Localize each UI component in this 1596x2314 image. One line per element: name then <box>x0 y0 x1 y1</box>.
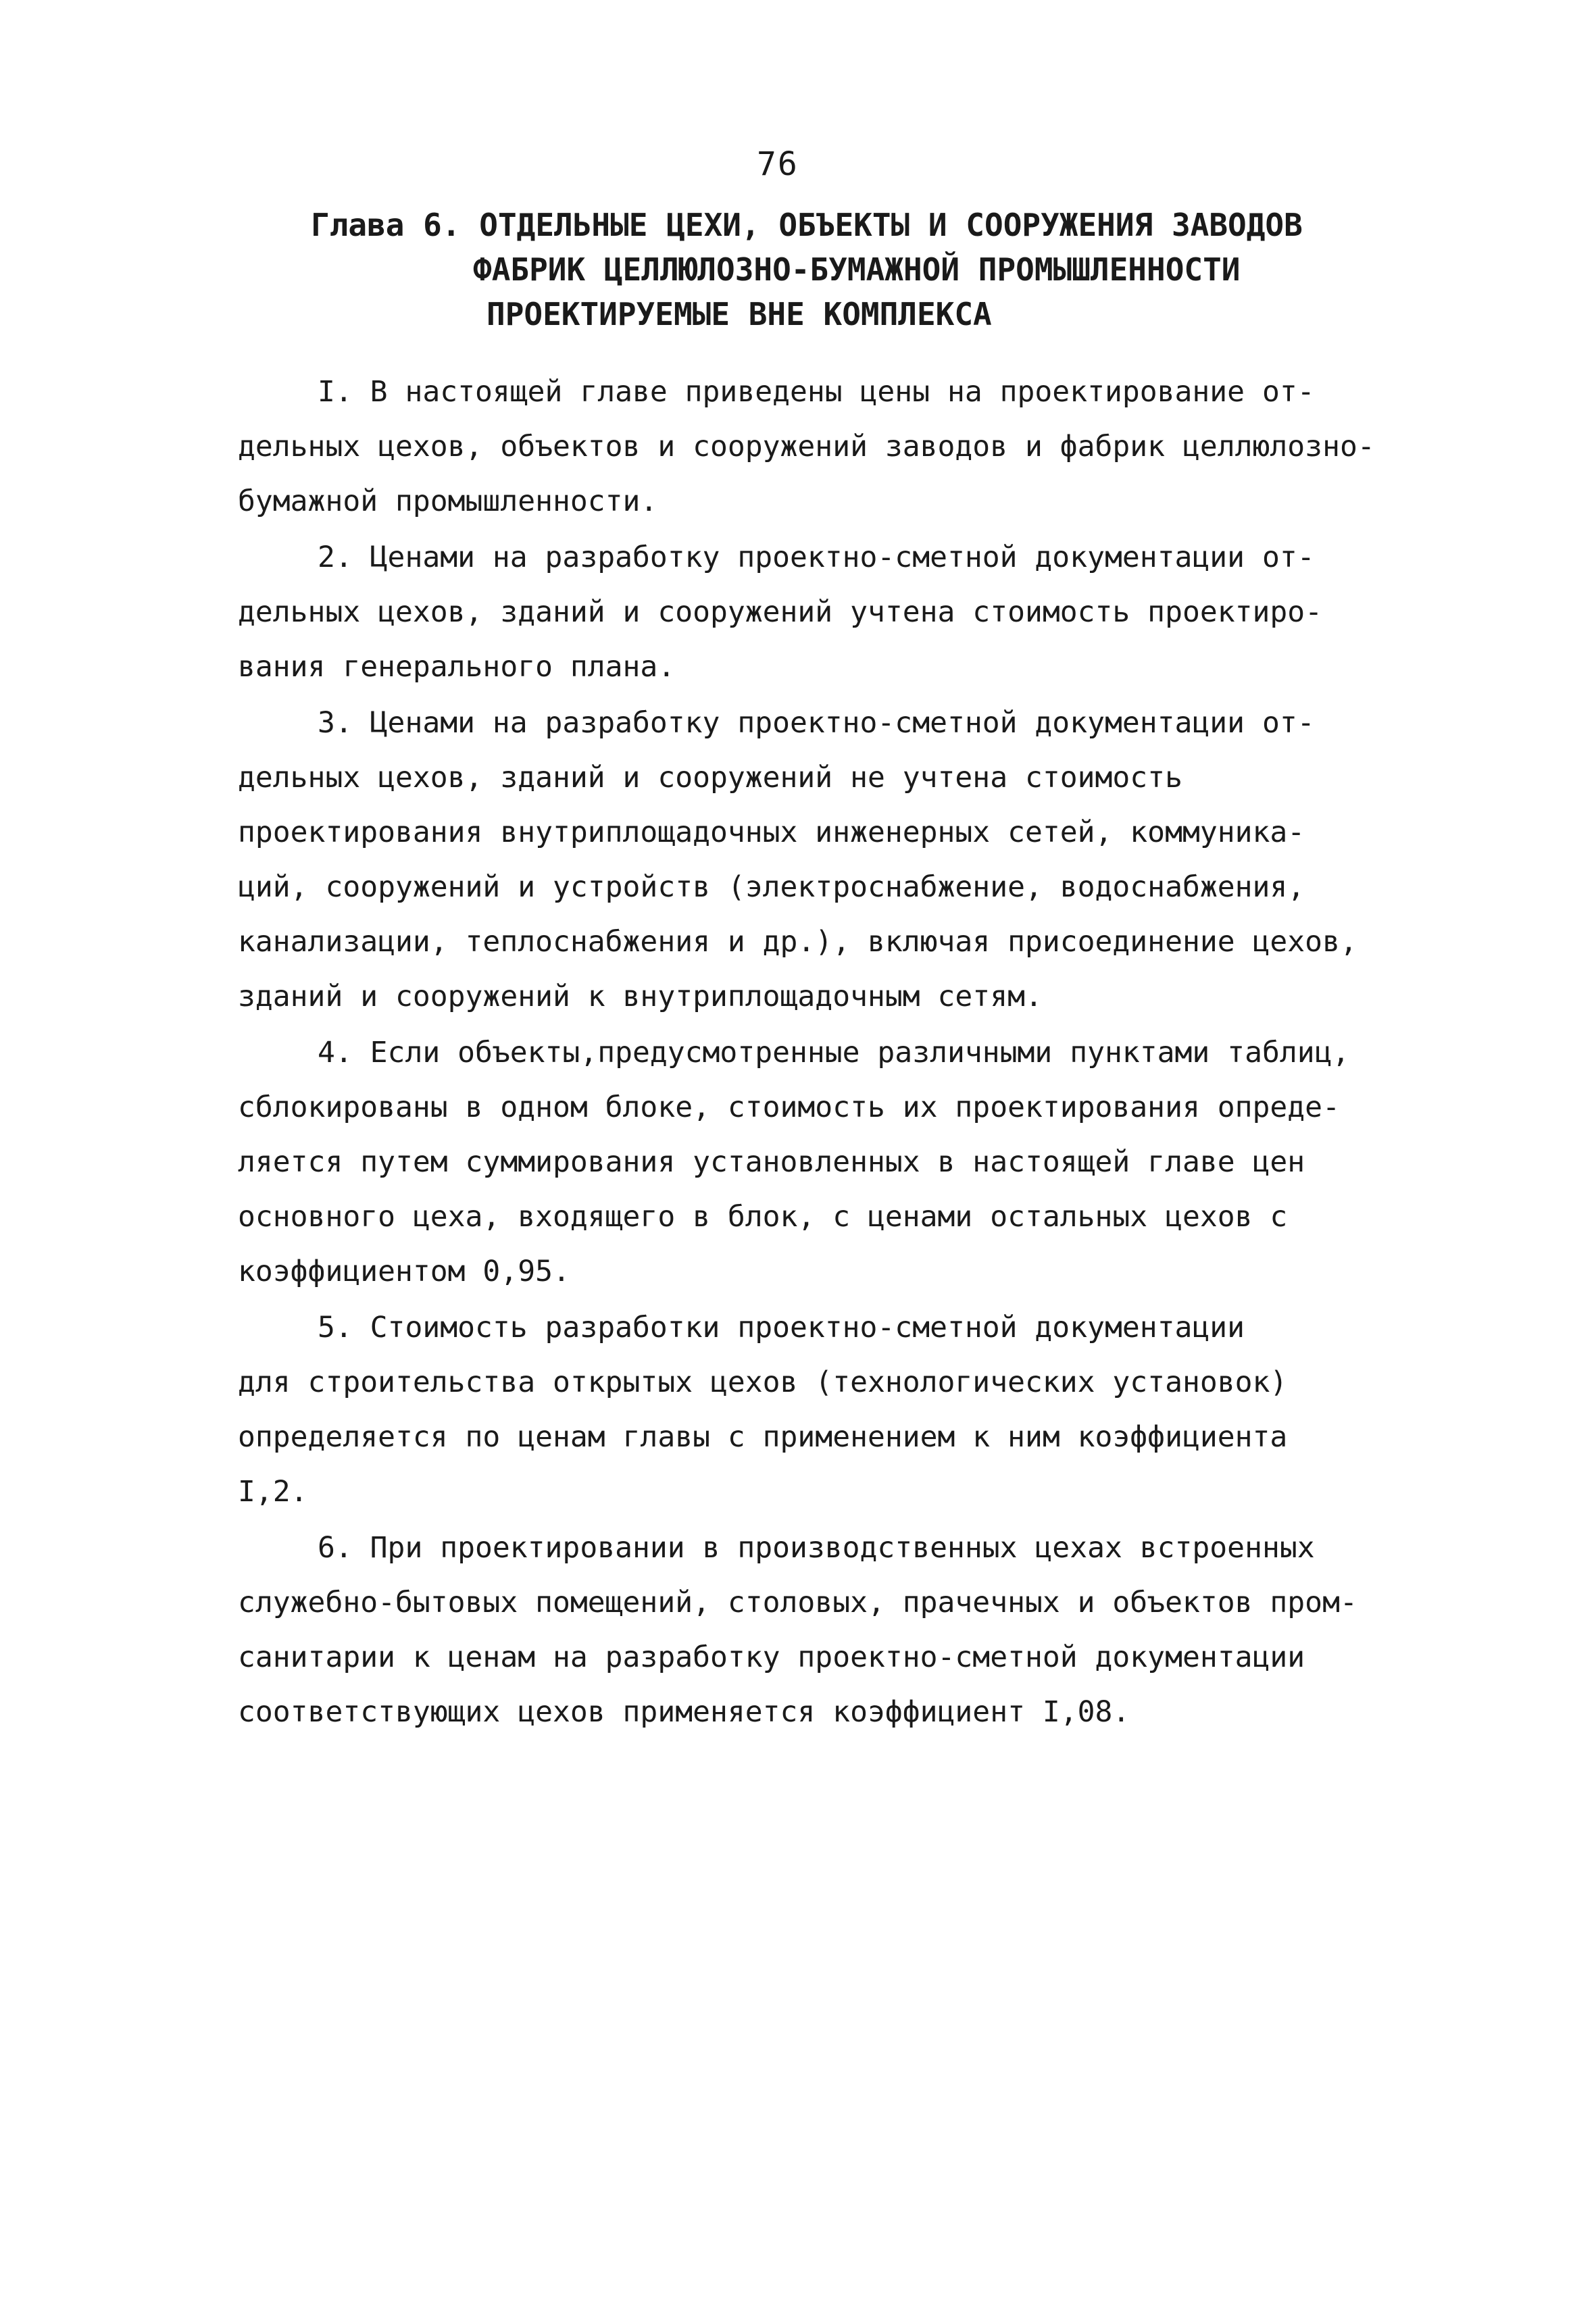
paragraph-line: I. В настоящей главе приведены цены на проектирование от- <box>318 375 1315 409</box>
chapter-heading-line-3: ПРОЕКТИРУЕМЫЕ ВНЕ КОМПЛЕКСА <box>487 296 992 332</box>
chapter-heading <box>311 203 1324 336</box>
paragraph-2 <box>238 530 1360 695</box>
paragraph-1 <box>238 365 1375 529</box>
paragraph-line: ляется путем суммирования установленных в настоящей главе цен <box>238 1145 1305 1179</box>
paragraph-line: 6. При проектировании в производственных цехах встроенных <box>318 1531 1315 1565</box>
paragraph-line: 4. Если объекты,предусмотренные различными пунктами таблиц, <box>318 1036 1350 1070</box>
paragraph-line: соответствующих цехов применяется коэффициент I,08. <box>238 1695 1130 1729</box>
paragraph-line: 5. Стоимость разработки проектно-сметной документации <box>318 1311 1245 1344</box>
paragraph-line: дельных цехов, объектов и сооружений заводов и фабрик целлюлозно- <box>238 430 1375 463</box>
paragraph-line: зданий и сооружений к внутриплощадочным сетям. <box>238 980 1043 1013</box>
paragraph-line: санитарии к ценам на разработку проектно-сметной документации <box>238 1640 1305 1674</box>
paragraph-line: определяется по ценам главы с применением к ним коэффициента <box>238 1420 1288 1454</box>
paragraph-line: дельных цехов, зданий и сооружений не учтена стоимость <box>238 761 1182 795</box>
paragraph-line: основного цеха, входящего в блок, с ценами остальных цехов с <box>238 1200 1288 1234</box>
paragraph-line: бумажной промышленности. <box>238 484 658 518</box>
paragraph-line: I,2. <box>238 1475 308 1509</box>
paragraph-line: проектирования внутриплощадочных инженерных сетей, коммуника- <box>238 815 1305 849</box>
paragraph-line: коэффициентом 0,95. <box>238 1255 570 1288</box>
paragraph-line: дельных цехов, зданий и сооружений учтена стоимость проектиро- <box>238 595 1323 629</box>
body-text <box>238 365 1375 1741</box>
paragraph-line: для строительства открытых цехов (технологических установок) <box>238 1365 1288 1399</box>
chapter-heading-line-1: Глава 6. ОТДЕЛЬНЫЕ ЦЕХИ, ОБЪЕКТЫ И СООРУЖЕНИЯ ЗАВОДОВ <box>311 207 1303 243</box>
paragraph-6 <box>238 1521 1360 1740</box>
page-number: 76 <box>757 145 799 183</box>
paragraph-line: ций, сооружений и устройств (электроснабжение, водоснабжения, <box>238 870 1305 904</box>
chapter-heading-line-2: ФАБРИК ЦЕЛЛЮЛОЗНО-БУМАЖНОЙ ПРОМЫШЛЕННОСТИ <box>473 251 1241 288</box>
paragraph-line: сблокированы в одном блоке, стоимость их проектирования опреде- <box>238 1090 1340 1124</box>
paragraph-line: 2. Ценами на разработку проектно-сметной документации от- <box>318 540 1315 574</box>
paragraph-line: 3. Ценами на разработку проектно-сметной документации от- <box>318 706 1315 740</box>
paragraph-line: канализации, теплоснабжения и др.), включая присоединение цехов, <box>238 925 1357 959</box>
paragraph-line: вания генерального плана. <box>238 650 676 684</box>
paragraph-line: служебно-бытовых помещений, столовых, прачечных и объектов пром- <box>238 1586 1357 1619</box>
paragraph-3 <box>238 696 1360 1024</box>
paragraph-4 <box>238 1026 1360 1299</box>
paragraph-5 <box>238 1301 1360 1519</box>
